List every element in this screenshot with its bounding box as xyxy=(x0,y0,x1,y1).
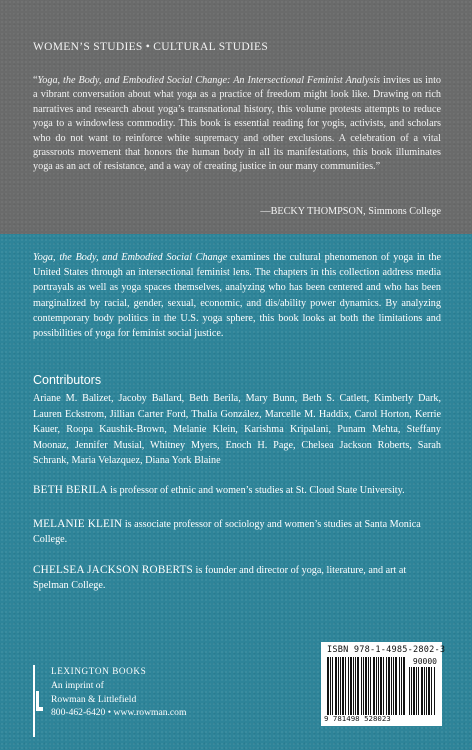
publisher-block xyxy=(33,665,186,737)
editor-bio-text: is associate professor of sociology and women’s studies at Santa Monica College. xyxy=(33,519,421,546)
quote-book-title: Yoga, the Body, and Embodied Social Change: An Intersectional Feminist Analysis xyxy=(37,75,381,86)
attribution-affiliation: , Simmons College xyxy=(363,206,441,217)
ean-right-digits: 528023 xyxy=(364,714,391,723)
barcode-bar xyxy=(395,657,397,715)
barcode-bar xyxy=(431,667,432,715)
barcode-bar xyxy=(363,657,364,715)
endorsement-quote xyxy=(33,74,441,175)
barcode-bar xyxy=(380,657,382,715)
barcode-bar xyxy=(376,657,377,715)
barcode-bar xyxy=(418,667,419,715)
barcode-bar xyxy=(350,657,352,715)
barcode-bar xyxy=(403,657,405,715)
barcode-bar xyxy=(338,657,339,715)
editor-bio xyxy=(33,483,441,498)
barcode-bar xyxy=(424,667,425,715)
isbn-barcode xyxy=(321,642,446,726)
barcode-bar xyxy=(342,657,344,715)
barcode-bar xyxy=(355,657,356,715)
barcode-bar xyxy=(434,667,435,715)
editor-name: CHELSEA JACKSON ROBERTS xyxy=(33,564,193,576)
description-book-title: Yoga, the Body, and Embodied Social Change xyxy=(33,252,228,263)
attribution-name: —BECKY THOMPSON xyxy=(260,206,364,217)
barcode-bar xyxy=(365,657,367,715)
publisher-contact: 800-462-6420 • www.rowman.com xyxy=(51,707,187,719)
editor-name: BETH BERILA xyxy=(33,484,108,496)
barcode-bar xyxy=(388,657,390,715)
barcode-bar xyxy=(409,667,410,715)
editor-bio xyxy=(33,517,441,548)
barcode-bar xyxy=(378,657,379,715)
contributors-heading: Contributors xyxy=(33,373,102,387)
book-description xyxy=(33,250,441,341)
barcode-bar xyxy=(393,657,394,715)
barcode-bar xyxy=(391,657,392,715)
barcode-bar xyxy=(416,667,417,715)
ean-first-digit: 9 xyxy=(324,714,329,723)
publisher-parent: Rowman & Littlefield xyxy=(51,693,137,705)
barcode-bar xyxy=(327,657,329,715)
price-code: 90000 xyxy=(412,657,437,666)
barcode-bar xyxy=(413,667,415,715)
description-body: examines the cultural phenomenon of yoga in the United States through an intersectional feminist lens. The chapters in this collection address media portrayals as well as yoga spaces themselves, analyzing who has been centered and who has been marginalized by racial, gender, sexual, economic, and dis/ability power dynamics. By analyzing contemporary body politics in the U.S. yoga sphere, this book looks at both the limitations and possibilities of yoga for feminist social justice. xyxy=(33,252,441,340)
editor-bio xyxy=(33,563,441,594)
barcode-bar xyxy=(386,657,387,715)
editor-bio-text: is founder and director of yoga, literature, and art at Spelman College. xyxy=(33,565,407,592)
publisher-imprint-line: An imprint of xyxy=(51,679,104,691)
barcode-bar xyxy=(330,657,331,715)
isbn-text: ISBN 978-1-4985-2802-3 xyxy=(327,645,446,655)
barcode-bar xyxy=(426,667,427,715)
barcode-bar xyxy=(421,667,423,715)
barcode-bar xyxy=(370,657,371,715)
category-line: WOMEN’S STUDIES • CULTURAL STUDIES xyxy=(33,41,269,53)
barcode-bar xyxy=(357,657,359,715)
quote-body: invites us into a vibrant conversation about what yoga as a practice of freedom might look like. Drawing on rich narratives and research about yoga’s transnational history, this volume protests attempts to reduce yoga to a windowless commodity. This book is essential reading for yogis, activists, and scholars who do not want to reinforce white supremacy and other exclusions. A celebration of a vital grassroots movement that honors the human body in all its manifestations, this book illuminates yoga as an act of resistance, and a way of creating justice in our many communities.” xyxy=(33,75,442,173)
quote-open-mark: “ xyxy=(33,75,38,86)
barcode-bar xyxy=(332,657,333,715)
barcode-bar xyxy=(411,667,412,715)
barcode-bar xyxy=(373,657,375,715)
editor-bio-text: is professor of ethnic and women’s studies at St. Cloud State University. xyxy=(107,485,405,496)
lexington-logo-icon xyxy=(33,665,43,737)
barcode-bar xyxy=(353,657,354,715)
barcode-bar xyxy=(340,657,341,715)
barcode-bar xyxy=(401,657,402,715)
ean-digits xyxy=(324,714,391,723)
addon-barcode-bars xyxy=(409,667,437,715)
barcode-bar xyxy=(345,657,346,715)
ean-left-digits: 781498 xyxy=(332,714,360,723)
barcode-bar xyxy=(348,657,349,715)
publisher-name: LEXINGTON BOOKS xyxy=(51,666,147,676)
quote-attribution xyxy=(260,206,441,217)
publisher-text xyxy=(51,665,186,720)
barcode-bar xyxy=(361,657,362,715)
barcode-bar xyxy=(428,667,430,715)
ean-barcode-bars xyxy=(327,657,407,715)
contributors-list: Ariane M. Balizet, Jacoby Ballard, Beth Berila, Mary Bunn, Beth S. Catlett, Kimberly Dark, Lauren Eckstrom, Jillian Carter Ford, Thalia González, Marcelle M. Haddix, Carol Horton, Kerrie Kauer, Roopa Kaushik-Brown, Melanie Klein, Karishma Kripalani, Punam Mehta, Steffany Moonaz, Jennifer Musial, Whitney Myers, Enoch H. Page, Chelsea Jackson Roberts, Sarah Schrank, Maria Velazquez, Diana York Blaine xyxy=(33,393,441,467)
barcode-bar xyxy=(335,657,337,715)
barcode-bar xyxy=(399,657,400,715)
barcode-bar xyxy=(368,657,369,715)
barcode-bar xyxy=(383,657,384,715)
editor-name: MELANIE KLEIN xyxy=(33,518,123,530)
